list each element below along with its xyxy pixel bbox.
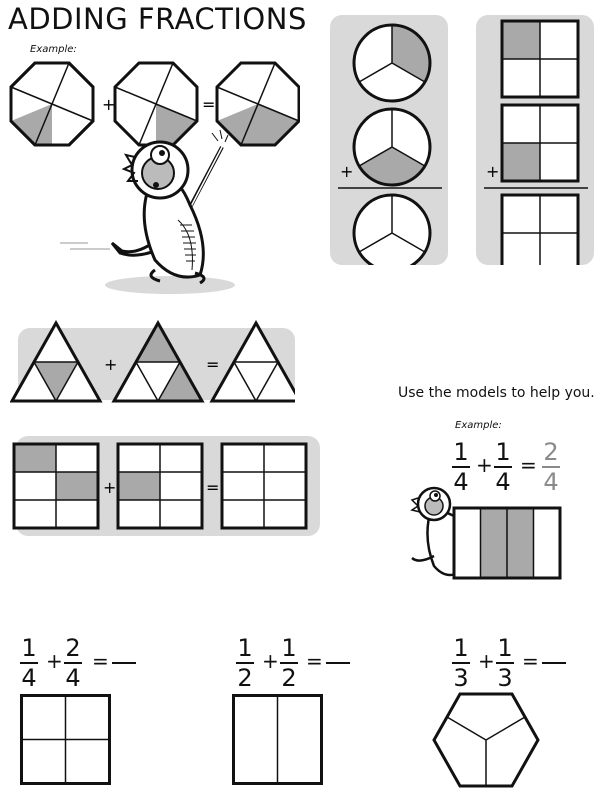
answer-blank[interactable]	[326, 662, 350, 664]
equals-sign: =	[522, 649, 539, 673]
squares-panel	[476, 15, 594, 265]
square-model	[502, 105, 578, 181]
equals-sign: =	[520, 453, 537, 477]
circle-model	[354, 195, 430, 265]
hexagon-model	[432, 692, 540, 788]
plus-sign: +	[102, 95, 116, 114]
numerator: 1	[237, 634, 253, 662]
circle-model	[354, 109, 430, 185]
equals-sign: =	[202, 95, 216, 114]
denominator: 3	[453, 664, 469, 692]
circles-panel	[330, 15, 448, 265]
plus-sign: +	[46, 649, 63, 673]
circle-model	[354, 25, 430, 101]
page-title: ADDING FRACTIONS	[8, 2, 307, 36]
plus-sign: +	[478, 649, 495, 673]
numerator: 1	[497, 634, 513, 662]
dragon-mascot	[60, 125, 240, 300]
numerator: 1	[453, 438, 469, 466]
denominator: 2	[237, 664, 253, 692]
rectangle-model	[454, 508, 560, 578]
square-model	[20, 694, 112, 786]
svg-text:=: =	[206, 355, 220, 374]
fraction	[452, 636, 470, 690]
denominator: 4	[543, 468, 559, 496]
numerator: 1	[21, 634, 37, 662]
equals-sign: =	[92, 649, 109, 673]
triangles-panel	[10, 320, 295, 405]
numerator: 1	[453, 634, 469, 662]
equals-sign: =	[306, 649, 323, 673]
instruction-text: Use the models to help you.	[398, 385, 595, 401]
svg-text:+: +	[104, 355, 118, 374]
example-model	[404, 486, 564, 586]
svg-text:=: =	[206, 478, 220, 497]
example-label-right: Example:	[455, 420, 502, 431]
square-model	[222, 444, 306, 528]
numerator: 2	[65, 634, 81, 662]
answer-blank[interactable]	[112, 662, 136, 664]
denominator: 3	[497, 664, 513, 692]
fraction	[64, 636, 82, 690]
square-model	[118, 444, 202, 528]
square-model	[14, 444, 98, 528]
plus-sign: +	[476, 453, 493, 477]
denominator: 4	[65, 664, 81, 692]
numerator: 1	[281, 634, 297, 662]
fraction	[496, 636, 514, 690]
answer-blank[interactable]	[542, 662, 566, 664]
denominator: 4	[495, 468, 511, 496]
square-model	[502, 195, 578, 265]
square-model	[502, 21, 578, 97]
svg-text:+: +	[486, 162, 500, 181]
denominator: 2	[281, 664, 297, 692]
numerator: 1	[495, 438, 511, 466]
fraction	[20, 636, 38, 690]
svg-text:+: +	[340, 162, 354, 181]
plus-sign: +	[262, 649, 279, 673]
numerator: 2	[543, 438, 559, 466]
denominator: 4	[21, 664, 37, 692]
fraction	[236, 636, 254, 690]
grids-panel	[10, 436, 320, 536]
square-model	[232, 694, 324, 786]
svg-text:+: +	[103, 478, 117, 497]
example-label: Example:	[30, 44, 77, 55]
fraction	[280, 636, 298, 690]
denominator: 4	[453, 468, 469, 496]
dragon-mascot	[412, 488, 456, 575]
